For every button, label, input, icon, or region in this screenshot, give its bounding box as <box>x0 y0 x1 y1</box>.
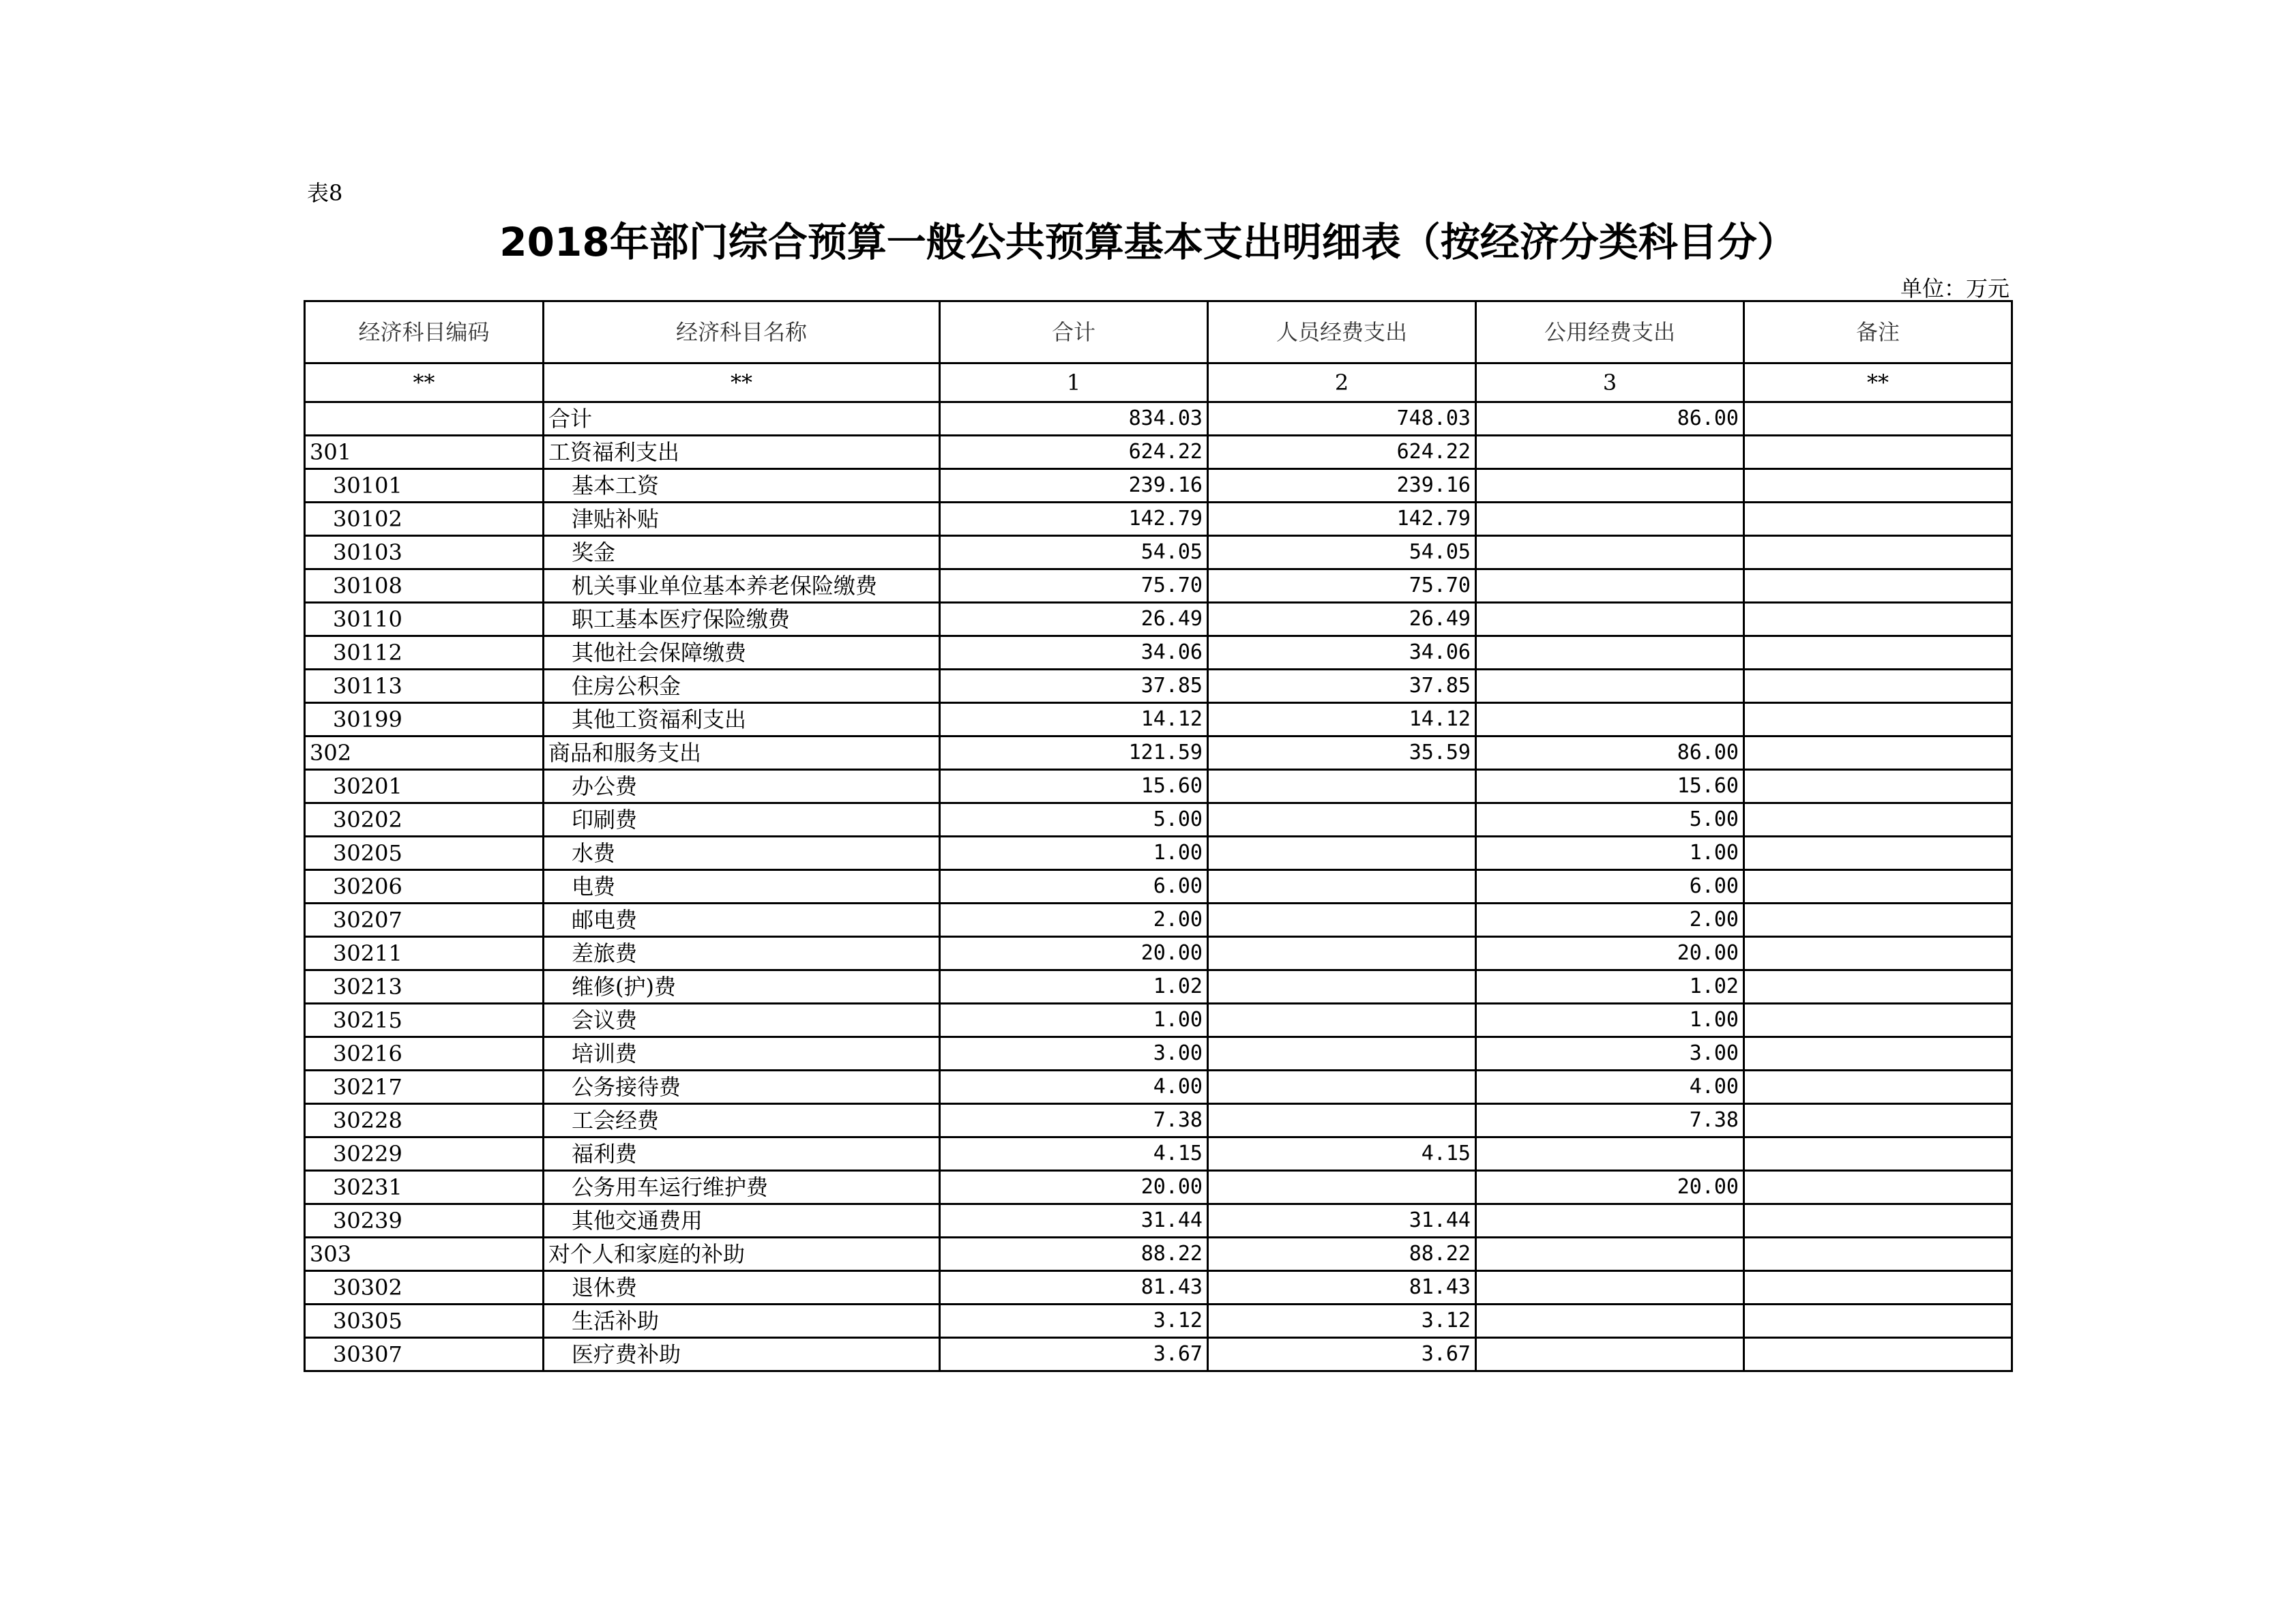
name-cell: 商品和服务支出 <box>544 736 940 770</box>
table-row <box>305 636 2012 670</box>
budget-table <box>304 300 2013 1372</box>
total-cell: 834.03 <box>940 402 1208 436</box>
personnel-cell: 239.16 <box>1208 469 1476 503</box>
total-cell: 4.15 <box>940 1137 1208 1171</box>
note-cell <box>1744 1338 2012 1371</box>
personnel-cell <box>1208 1037 1476 1071</box>
total-cell: 31.44 <box>940 1204 1208 1238</box>
total-cell: 54.05 <box>940 536 1208 569</box>
code-cell: 30205 <box>305 837 544 870</box>
total-cell: 20.00 <box>940 937 1208 970</box>
name-cell: 电费 <box>544 870 940 904</box>
name-cell: 培训费 <box>544 1037 940 1071</box>
name-cell: 工资福利支出 <box>544 436 940 469</box>
total-cell: 1.00 <box>940 837 1208 870</box>
table-row <box>305 1037 2012 1071</box>
index-cell: ** <box>305 363 544 402</box>
code-cell: 30202 <box>305 803 544 837</box>
total-cell: 142.79 <box>940 503 1208 536</box>
public-cell: 20.00 <box>1476 937 1744 970</box>
name-cell: 奖金 <box>544 536 940 569</box>
personnel-cell <box>1208 1104 1476 1137</box>
public-cell <box>1476 503 1744 536</box>
public-cell: 86.00 <box>1476 736 1744 770</box>
table-row <box>305 402 2012 436</box>
header-note: 备注 <box>1744 301 2012 363</box>
note-cell <box>1744 1271 2012 1305</box>
table-row <box>305 1004 2012 1037</box>
name-cell: 职工基本医疗保险缴费 <box>544 603 940 636</box>
index-cell: ** <box>544 363 940 402</box>
public-cell: 7.38 <box>1476 1104 1744 1137</box>
public-cell: 15.60 <box>1476 770 1744 803</box>
table-row <box>305 436 2012 469</box>
header-code: 经济科目编码 <box>305 301 544 363</box>
note-cell <box>1744 1171 2012 1204</box>
note-cell <box>1744 803 2012 837</box>
note-cell <box>1744 436 2012 469</box>
public-cell <box>1476 1271 1744 1305</box>
name-cell: 其他工资福利支出 <box>544 703 940 736</box>
personnel-cell: 31.44 <box>1208 1204 1476 1238</box>
header-public: 公用经费支出 <box>1476 301 1744 363</box>
table-row <box>305 536 2012 569</box>
public-cell <box>1476 1137 1744 1171</box>
code-cell <box>305 402 544 436</box>
table-row <box>305 904 2012 937</box>
table-row <box>305 1238 2012 1271</box>
code-cell: 30113 <box>305 670 544 703</box>
table-row <box>305 603 2012 636</box>
total-cell: 1.00 <box>940 1004 1208 1037</box>
total-cell: 121.59 <box>940 736 1208 770</box>
personnel-cell <box>1208 1071 1476 1104</box>
total-cell: 4.00 <box>940 1071 1208 1104</box>
total-cell: 624.22 <box>940 436 1208 469</box>
note-cell <box>1744 904 2012 937</box>
table-row <box>305 837 2012 870</box>
code-cell: 301 <box>305 436 544 469</box>
personnel-cell: 142.79 <box>1208 503 1476 536</box>
note-cell <box>1744 569 2012 603</box>
note-cell <box>1744 1204 2012 1238</box>
name-cell: 其他社会保障缴费 <box>544 636 940 670</box>
table-row <box>305 770 2012 803</box>
personnel-cell: 35.59 <box>1208 736 1476 770</box>
table-row <box>305 569 2012 603</box>
note-cell <box>1744 970 2012 1004</box>
note-cell <box>1744 837 2012 870</box>
total-cell: 26.49 <box>940 603 1208 636</box>
note-cell <box>1744 1104 2012 1137</box>
header-name: 经济科目名称 <box>544 301 940 363</box>
note-cell <box>1744 1137 2012 1171</box>
total-cell: 3.00 <box>940 1037 1208 1071</box>
code-cell: 30307 <box>305 1338 544 1371</box>
table-row <box>305 503 2012 536</box>
index-cell: 2 <box>1208 363 1476 402</box>
personnel-cell <box>1208 803 1476 837</box>
public-cell <box>1476 603 1744 636</box>
code-cell: 30108 <box>305 569 544 603</box>
name-cell: 福利费 <box>544 1137 940 1171</box>
note-cell <box>1744 703 2012 736</box>
total-cell: 7.38 <box>940 1104 1208 1137</box>
public-cell <box>1476 1238 1744 1271</box>
personnel-cell <box>1208 904 1476 937</box>
name-cell: 住房公积金 <box>544 670 940 703</box>
public-cell: 2.00 <box>1476 904 1744 937</box>
personnel-cell <box>1208 970 1476 1004</box>
name-cell: 基本工资 <box>544 469 940 503</box>
public-cell <box>1476 536 1744 569</box>
name-cell: 津贴补贴 <box>544 503 940 536</box>
table-row <box>305 1305 2012 1338</box>
public-cell <box>1476 703 1744 736</box>
note-cell <box>1744 1238 2012 1271</box>
public-cell: 1.02 <box>1476 970 1744 1004</box>
index-cell: ** <box>1744 363 2012 402</box>
public-cell <box>1476 1204 1744 1238</box>
name-cell: 公务用车运行维护费 <box>544 1171 940 1204</box>
personnel-cell: 624.22 <box>1208 436 1476 469</box>
total-cell: 239.16 <box>940 469 1208 503</box>
personnel-cell <box>1208 1004 1476 1037</box>
name-cell: 邮电费 <box>544 904 940 937</box>
note-cell <box>1744 503 2012 536</box>
personnel-cell: 4.15 <box>1208 1137 1476 1171</box>
code-cell: 302 <box>305 736 544 770</box>
total-cell: 75.70 <box>940 569 1208 603</box>
page-title: 2018年部门综合预算一般公共预算基本支出明细表（按经济分类科目分） <box>499 219 1797 265</box>
total-cell: 3.67 <box>940 1338 1208 1371</box>
personnel-cell: 3.12 <box>1208 1305 1476 1338</box>
total-cell: 1.02 <box>940 970 1208 1004</box>
public-cell: 86.00 <box>1476 402 1744 436</box>
code-cell: 30211 <box>305 937 544 970</box>
public-cell <box>1476 436 1744 469</box>
header-row <box>305 301 2012 363</box>
code-cell: 303 <box>305 1238 544 1271</box>
note-cell <box>1744 870 2012 904</box>
name-cell: 水费 <box>544 837 940 870</box>
name-cell: 工会经费 <box>544 1104 940 1137</box>
code-cell: 30199 <box>305 703 544 736</box>
name-cell: 生活补助 <box>544 1305 940 1338</box>
table-row <box>305 1137 2012 1171</box>
public-cell <box>1476 670 1744 703</box>
public-cell <box>1476 469 1744 503</box>
index-row <box>305 363 2012 402</box>
note-cell <box>1744 603 2012 636</box>
code-cell: 30102 <box>305 503 544 536</box>
personnel-cell <box>1208 937 1476 970</box>
total-cell: 88.22 <box>940 1238 1208 1271</box>
note-cell <box>1744 670 2012 703</box>
total-cell: 37.85 <box>940 670 1208 703</box>
note-cell <box>1744 536 2012 569</box>
note-cell <box>1744 736 2012 770</box>
table-row <box>305 1104 2012 1137</box>
name-cell: 印刷费 <box>544 803 940 837</box>
code-cell: 30229 <box>305 1137 544 1171</box>
table-label: 表8 <box>307 180 343 206</box>
note-cell <box>1744 1037 2012 1071</box>
code-cell: 30213 <box>305 970 544 1004</box>
table-row <box>305 1204 2012 1238</box>
name-cell: 合计 <box>544 402 940 436</box>
public-cell: 4.00 <box>1476 1071 1744 1104</box>
note-cell <box>1744 469 2012 503</box>
public-cell: 6.00 <box>1476 870 1744 904</box>
name-cell: 医疗费补助 <box>544 1338 940 1371</box>
public-cell: 3.00 <box>1476 1037 1744 1071</box>
note-cell <box>1744 402 2012 436</box>
name-cell: 对个人和家庭的补助 <box>544 1238 940 1271</box>
index-cell: 3 <box>1476 363 1744 402</box>
name-cell: 维修(护)费 <box>544 970 940 1004</box>
total-cell: 34.06 <box>940 636 1208 670</box>
note-cell <box>1744 1004 2012 1037</box>
total-cell: 20.00 <box>940 1171 1208 1204</box>
header-personnel: 人员经费支出 <box>1208 301 1476 363</box>
public-cell: 5.00 <box>1476 803 1744 837</box>
name-cell: 机关事业单位基本养老保险缴费 <box>544 569 940 603</box>
total-cell: 14.12 <box>940 703 1208 736</box>
personnel-cell <box>1208 870 1476 904</box>
table-row <box>305 1171 2012 1204</box>
personnel-cell: 3.67 <box>1208 1338 1476 1371</box>
unit-label: 单位：万元 <box>1900 276 2010 301</box>
personnel-cell: 75.70 <box>1208 569 1476 603</box>
public-cell: 1.00 <box>1476 837 1744 870</box>
public-cell <box>1476 1305 1744 1338</box>
public-cell <box>1476 1338 1744 1371</box>
personnel-cell: 37.85 <box>1208 670 1476 703</box>
code-cell: 30239 <box>305 1204 544 1238</box>
code-cell: 30302 <box>305 1271 544 1305</box>
code-cell: 30231 <box>305 1171 544 1204</box>
personnel-cell: 81.43 <box>1208 1271 1476 1305</box>
code-cell: 30103 <box>305 536 544 569</box>
table-row <box>305 670 2012 703</box>
table-row <box>305 1271 2012 1305</box>
code-cell: 30305 <box>305 1305 544 1338</box>
code-cell: 30110 <box>305 603 544 636</box>
name-cell: 退休费 <box>544 1271 940 1305</box>
name-cell: 会议费 <box>544 1004 940 1037</box>
table-row <box>305 1338 2012 1371</box>
note-cell <box>1744 1071 2012 1104</box>
personnel-cell <box>1208 1171 1476 1204</box>
personnel-cell: 26.49 <box>1208 603 1476 636</box>
personnel-cell <box>1208 770 1476 803</box>
table-row <box>305 736 2012 770</box>
personnel-cell: 14.12 <box>1208 703 1476 736</box>
total-cell: 6.00 <box>940 870 1208 904</box>
personnel-cell: 54.05 <box>1208 536 1476 569</box>
total-cell: 2.00 <box>940 904 1208 937</box>
index-cell: 1 <box>940 363 1208 402</box>
code-cell: 30207 <box>305 904 544 937</box>
table-row <box>305 803 2012 837</box>
total-cell: 5.00 <box>940 803 1208 837</box>
total-cell: 81.43 <box>940 1271 1208 1305</box>
name-cell: 差旅费 <box>544 937 940 970</box>
code-cell: 30201 <box>305 770 544 803</box>
name-cell: 办公费 <box>544 770 940 803</box>
total-cell: 3.12 <box>940 1305 1208 1338</box>
code-cell: 30112 <box>305 636 544 670</box>
table-row <box>305 1071 2012 1104</box>
personnel-cell: 88.22 <box>1208 1238 1476 1271</box>
public-cell <box>1476 636 1744 670</box>
note-cell <box>1744 1305 2012 1338</box>
code-cell: 30215 <box>305 1004 544 1037</box>
total-cell: 15.60 <box>940 770 1208 803</box>
table-row <box>305 870 2012 904</box>
table-row <box>305 703 2012 736</box>
code-cell: 30216 <box>305 1037 544 1071</box>
note-cell <box>1744 770 2012 803</box>
note-cell <box>1744 937 2012 970</box>
code-cell: 30206 <box>305 870 544 904</box>
code-cell: 30217 <box>305 1071 544 1104</box>
public-cell <box>1476 569 1744 603</box>
table-row <box>305 970 2012 1004</box>
table-row <box>305 469 2012 503</box>
public-cell: 20.00 <box>1476 1171 1744 1204</box>
note-cell <box>1744 636 2012 670</box>
personnel-cell: 34.06 <box>1208 636 1476 670</box>
table-row <box>305 937 2012 970</box>
code-cell: 30228 <box>305 1104 544 1137</box>
name-cell: 公务接待费 <box>544 1071 940 1104</box>
code-cell: 30101 <box>305 469 544 503</box>
personnel-cell <box>1208 837 1476 870</box>
name-cell: 其他交通费用 <box>544 1204 940 1238</box>
header-total: 合计 <box>940 301 1208 363</box>
personnel-cell: 748.03 <box>1208 402 1476 436</box>
public-cell: 1.00 <box>1476 1004 1744 1037</box>
